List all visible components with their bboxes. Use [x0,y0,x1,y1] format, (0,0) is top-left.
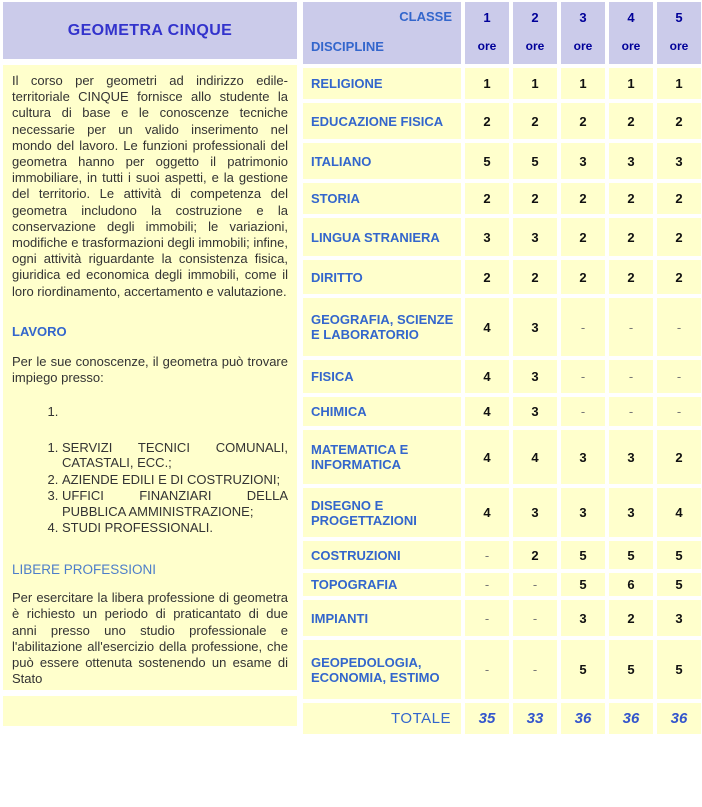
hours-cell: 2 [609,183,653,214]
lavoro-intro: Per le sue conoscenze, il geometra può trovare impiego presso: [12,354,288,386]
hours-cell: 1 [657,68,701,99]
table-row [303,183,701,214]
job-item: 3. UFFICI FINANZIARI DELLA PUBBLICA AMMINISTRAZIONE; [62,488,288,519]
hours-cell: 2 [561,260,605,294]
hours-cell: 2 [609,260,653,294]
hours-cell: 3 [657,143,701,179]
hours-cell: 3 [657,600,701,636]
page-title: GEOMETRA CINQUE [67,21,233,39]
hours-cell: 1 [513,68,557,99]
hours-cell: 4 [465,397,509,426]
totale-value: 36 [657,703,701,734]
class-number: 3 [579,10,587,25]
hours-cell: - [465,573,509,596]
job-item: 4. STUDI PROFESSIONALI. [62,520,288,536]
left-footer-strip [3,696,297,726]
table-row [303,397,701,426]
hours-cell: 5 [561,640,605,699]
hours-cell: 3 [609,488,653,537]
hours-cell: 3 [561,143,605,179]
discipline-name: RELIGIONE [303,68,461,99]
class-column-header [657,2,701,64]
hours-cell: 1 [465,68,509,99]
totale-value: 33 [513,703,557,734]
totale-value: 36 [609,703,653,734]
discipline-name: STORIA [303,183,461,214]
hours-cell: 3 [513,218,557,256]
hours-cell: 2 [465,260,509,294]
ore-label: ore [621,39,641,53]
discipline-name: IMPIANTI [303,600,461,636]
discipline-name: TOPOGRAFIA [303,573,461,596]
discipline-name: ITALIANO [303,143,461,179]
table-row [303,298,701,356]
table-row [303,600,701,636]
hours-cell: 6 [609,573,653,596]
discipline-name: MATEMATICA E INFORMATICA [303,430,461,484]
totale-value: 35 [465,703,509,734]
hours-cell: - [561,298,605,356]
hours-cell: 2 [657,218,701,256]
hours-cell: 1 [561,68,605,99]
table-row [303,68,701,99]
classe-label: CLASSE [399,9,452,24]
hours-cell: - [513,640,557,699]
class-number: 5 [675,10,683,25]
table-row [303,430,701,484]
hours-cell: 2 [609,600,653,636]
hours-cell: 5 [609,640,653,699]
hours-cell: 5 [609,541,653,569]
hours-cell: 2 [465,103,509,139]
hours-cell: 2 [513,183,557,214]
discipline-name: FISICA [303,360,461,393]
class-column-header [465,2,509,64]
hours-cell: 3 [609,430,653,484]
table-row [303,541,701,569]
left-column [3,2,297,734]
job-item: 1. SERVIZI TECNICI COMUNALI, CATASTALI, ECC.; [62,440,288,471]
hours-cell: - [465,640,509,699]
jobs-list [12,440,288,536]
total-row [303,703,701,734]
hours-cell: - [561,360,605,393]
hours-cell: 2 [465,183,509,214]
discipline-name: CHIMICA [303,397,461,426]
ore-label: ore [525,39,545,53]
hours-cell: 2 [657,183,701,214]
discipline-label: DISCIPLINE [311,39,384,54]
ore-label: ore [477,39,497,53]
class-number: 4 [627,10,635,25]
hours-cell: 3 [561,600,605,636]
hours-cell: - [657,360,701,393]
table-row [303,143,701,179]
page-title-box [3,2,297,59]
totale-value: 36 [561,703,605,734]
hours-cell: 2 [513,260,557,294]
discipline-name: DIRITTO [303,260,461,294]
table-row [303,360,701,393]
hours-cell: 5 [657,573,701,596]
hours-cell: 3 [465,218,509,256]
hours-cell: 2 [657,260,701,294]
class-column-header [561,2,605,64]
hours-cell: 4 [465,360,509,393]
hours-cell: 4 [465,488,509,537]
hours-cell: 2 [513,103,557,139]
empty-list [12,404,288,420]
table-row [303,573,701,596]
discipline-name: DISEGNO E PROGETTAZIONI [303,488,461,537]
totale-label: TOTALE [303,703,461,734]
libere-paragraph: Per esercitare la libera professione di geometra è richiesto un periodo di praticantato di due anni presso uno studio professionale e l'abilitazione all'esercizio della professione, che può essere ottenuta sostenendo un esame di Stato [12,590,288,687]
hours-cell: 2 [513,541,557,569]
hours-cell: 4 [513,430,557,484]
hours-cell: 3 [561,430,605,484]
table-row [303,218,701,256]
hours-cell: 5 [561,573,605,596]
class-column-header [609,2,653,64]
table-row [303,488,701,537]
hours-cell: 3 [561,488,605,537]
hours-cell: 3 [513,397,557,426]
hours-cell: 3 [513,488,557,537]
hours-cell: - [513,573,557,596]
hours-cell: 3 [513,298,557,356]
discipline-name: GEOPEDOLOGIA, ECONOMIA, ESTIMO [303,640,461,699]
hours-cell: 4 [465,298,509,356]
hours-cell: 5 [465,143,509,179]
hours-cell: - [561,397,605,426]
hours-cell: 5 [657,640,701,699]
libere-professioni-heading: LIBERE PROFESSIONI [12,561,157,577]
hours-cell: 3 [609,143,653,179]
hours-cell: 1 [609,68,653,99]
hours-cell: 5 [561,541,605,569]
table-row [303,260,701,294]
hours-cell: 3 [513,360,557,393]
discipline-rows [303,68,701,699]
intro-paragraph: Il corso per geometri ad indirizzo edile-territoriale CINQUE fornisce allo studente la cultura di base e le conoscenze tecniche necessarie per un valido inserimento nel mondo del lavoro. Le funzioni professionali del geometra hanno per oggetto il patrimonio immobiliare, in tutti i suoi aspetti, e la gestione del territorio. Le attività di competenza del geometra includono la costruzione e la conservazione degli immobili; le variazioni, modifiche e trasformazioni degli immobili; infine, ogni attività riguardante la consistenza fisica, giuridica ed economica degli immobili, come il loro riordinamento, accertamento e valutazione. [12,73,289,299]
description-panel [3,65,297,690]
hours-cell: 2 [657,103,701,139]
hours-cell: 4 [657,488,701,537]
ore-label: ore [669,39,689,53]
hours-cell: 2 [561,218,605,256]
hours-cell: 4 [465,430,509,484]
table-row [303,103,701,139]
hours-cell: - [609,298,653,356]
curriculum-table [303,2,701,734]
hours-cell: - [609,360,653,393]
hours-cell: - [465,600,509,636]
hours-cell: - [609,397,653,426]
table-header [303,2,701,64]
table-row [303,640,701,699]
hours-cell: 2 [609,218,653,256]
empty-list-item [62,404,288,420]
discipline-name: GEOGRAFIA, SCIENZE E LABORATORIO [303,298,461,356]
ore-label: ore [573,39,593,53]
class-number: 2 [531,10,539,25]
discipline-name: LINGUA STRANIERA [303,218,461,256]
class-column-header [513,2,557,64]
discipline-name: COSTRUZIONI [303,541,461,569]
hours-cell: 5 [657,541,701,569]
hours-cell: 2 [609,103,653,139]
job-item: 2. AZIENDE EDILI E DI COSTRUZIONI; [62,472,288,488]
hours-cell: 2 [561,183,605,214]
lavoro-heading: LAVORO [12,323,67,339]
table-header-corner [303,2,461,64]
class-number: 1 [483,10,491,25]
discipline-name: EDUCAZIONE FISICA [303,103,461,139]
hours-cell: 2 [657,430,701,484]
hours-cell: 2 [561,103,605,139]
hours-cell: - [465,541,509,569]
hours-cell: - [657,397,701,426]
hours-cell: - [657,298,701,356]
hours-cell: 5 [513,143,557,179]
hours-cell: - [513,600,557,636]
